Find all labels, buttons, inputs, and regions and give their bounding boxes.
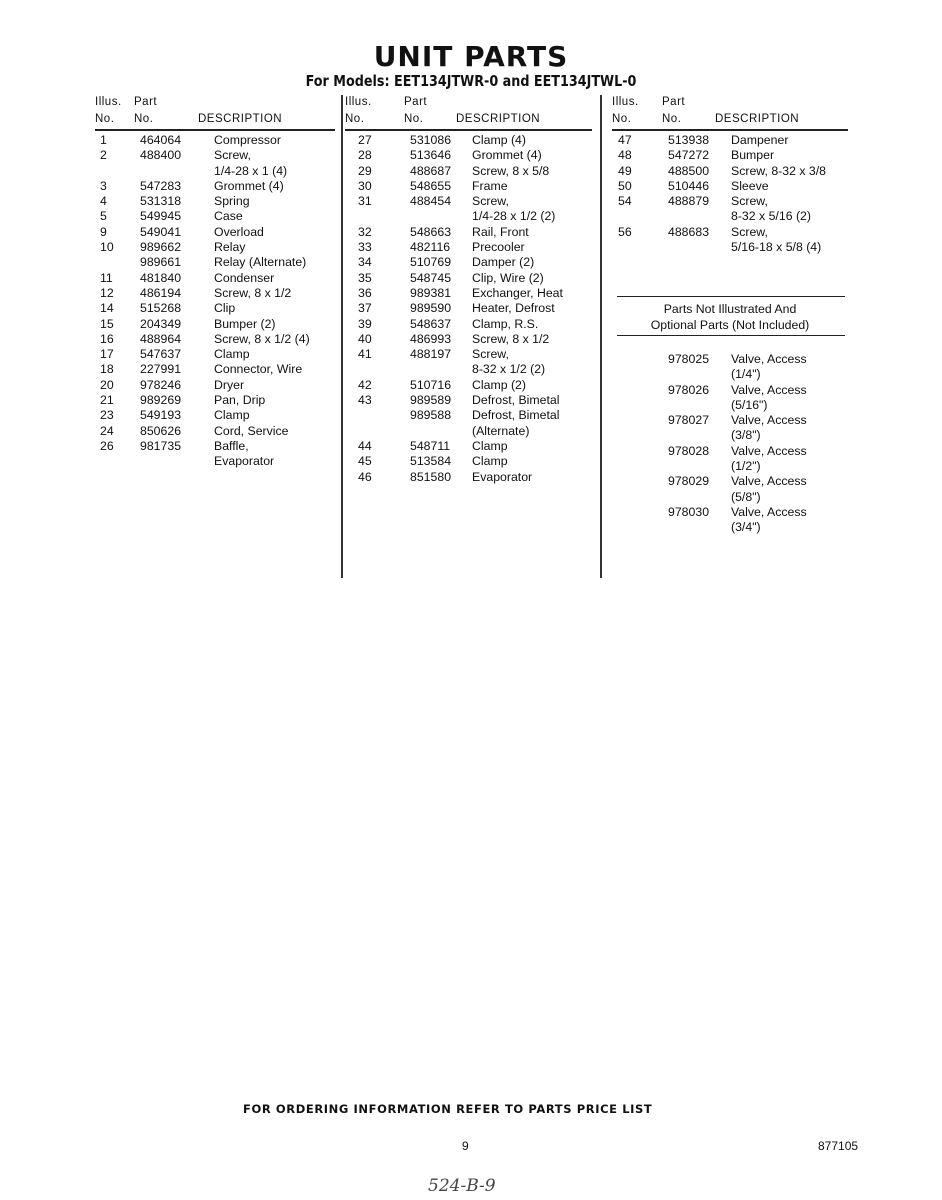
part-number: 486194 [140, 285, 182, 300]
part-description: Baffle, [214, 438, 249, 453]
part-number: 989269 [140, 393, 182, 408]
optional-heading-line-2: Optional Parts (Not Included) [650, 318, 810, 332]
table-row [345, 408, 592, 423]
part-number: 850626 [140, 423, 182, 438]
table-row [345, 240, 592, 255]
part-description: Clamp, R.S. [472, 316, 539, 331]
part-description: Screw, [472, 194, 509, 209]
ordering-note: FOR ORDERING INFORMATION REFER TO PARTS PRICE LIST [243, 1102, 653, 1116]
part-description: Evaporator [214, 454, 275, 469]
table-row [612, 179, 848, 194]
illus-number: 43 [358, 393, 372, 408]
illus-number: 40 [358, 331, 372, 346]
part-number: 515268 [140, 301, 182, 316]
part-description: Clamp [472, 454, 508, 469]
table-row [95, 454, 335, 469]
illus-number: 44 [358, 438, 372, 453]
table-row [345, 393, 592, 408]
table-row [95, 255, 335, 270]
table-row [95, 347, 335, 362]
illus-number: 35 [358, 270, 372, 285]
part-description: Precooler [472, 240, 525, 255]
part-description: (5/16") [731, 397, 768, 412]
table-row [612, 383, 848, 398]
part-number: 978028 [668, 443, 710, 458]
part-number: 488964 [140, 331, 182, 346]
table-row [95, 393, 335, 408]
part-number: 531086 [410, 133, 452, 147]
header-part: Part [134, 96, 158, 108]
part-number: 488454 [410, 194, 452, 209]
part-description: Frame [472, 178, 508, 193]
models-subtitle: For Models: EET134JTWR-0 and EET134JTWL-0 [305, 72, 637, 90]
illus-number: 15 [100, 316, 114, 331]
part-description: Valve, Access [731, 474, 807, 489]
part-description: Grommet (4) [214, 178, 284, 193]
page-title: UNIT PARTS [373, 40, 569, 73]
table-row [345, 470, 592, 485]
table-row [345, 317, 592, 332]
part-description: Sleeve [731, 178, 769, 193]
part-description: Screw, [214, 148, 251, 163]
illus-number: 12 [100, 285, 114, 300]
part-description: Damper (2) [472, 255, 535, 270]
illus-number: 33 [358, 240, 372, 255]
part-description: Connector, Wire [214, 362, 303, 377]
part-description: Relay (Alternate) [214, 255, 307, 270]
part-description: Clip, Wire (2) [472, 270, 544, 285]
table-row [612, 148, 848, 163]
part-description: Dryer [214, 377, 245, 392]
part-description: Rail, Front [472, 224, 529, 239]
header-part: Part [662, 96, 686, 108]
part-number: 978246 [140, 377, 182, 392]
illus-number: 36 [358, 285, 372, 300]
table-row [345, 133, 592, 148]
table-row [345, 362, 592, 377]
part-description: Overload [214, 224, 264, 239]
part-description: 1/4-28 x 1 (4) [214, 163, 288, 178]
part-description: (3/8") [731, 428, 761, 443]
table-row [612, 428, 848, 443]
part-number: 549193 [140, 408, 182, 423]
illus-number: 39 [358, 316, 372, 331]
section-rule [617, 296, 845, 297]
part-number: 989662 [140, 240, 182, 255]
part-number: 486993 [410, 331, 452, 346]
illus-number: 11 [100, 270, 113, 285]
table-row [95, 378, 335, 393]
part-description: Case [214, 209, 243, 224]
part-description: Screw, 8 x 1/2 [472, 331, 550, 346]
table-row [345, 439, 592, 454]
part-description: (3/4") [731, 520, 761, 535]
table-row [612, 164, 848, 179]
parts-rows [95, 133, 335, 470]
part-number: 510716 [410, 377, 452, 392]
illus-number: 27 [358, 133, 372, 147]
table-row [95, 164, 335, 179]
part-description: Valve, Access [731, 413, 807, 428]
part-number: 989589 [410, 393, 452, 408]
table-row [345, 194, 592, 209]
part-description: Evaporator [472, 469, 533, 484]
part-description: Screw, 8-32 x 3/8 [731, 163, 827, 178]
illus-number: 54 [618, 194, 632, 209]
table-row [612, 413, 848, 428]
illus-number: 23 [100, 408, 114, 423]
optional-heading-line-1: Parts Not Illustrated And [663, 302, 797, 316]
illus-number: 48 [618, 148, 632, 163]
column-divider [600, 95, 602, 578]
header-no: No. [95, 113, 115, 125]
illus-number: 41 [358, 347, 372, 362]
illus-number: 18 [100, 362, 114, 377]
header-no: No. [345, 113, 365, 125]
illus-number: 49 [618, 163, 632, 178]
table-row [612, 474, 848, 489]
part-number: 851580 [410, 469, 452, 484]
part-description: Screw, 8 x 5/8 [472, 163, 550, 178]
header-part-no: No. [404, 113, 424, 125]
part-number: 978025 [668, 352, 710, 366]
part-number: 548637 [410, 316, 452, 331]
part-description: Screw, 8 x 1/2 [214, 285, 292, 300]
table-row [612, 240, 848, 255]
table-row [345, 179, 592, 194]
illus-number: 16 [100, 331, 114, 346]
part-description: 8-32 x 5/16 (2) [731, 209, 811, 224]
header-part-no: No. [662, 113, 682, 125]
illus-number: 26 [100, 438, 114, 453]
part-number: 513646 [410, 148, 452, 163]
table-row [612, 444, 848, 459]
part-description: Clamp [214, 408, 250, 423]
column-divider [341, 95, 343, 578]
table-row [95, 133, 335, 148]
part-description: Compressor [214, 133, 281, 147]
header-description: DESCRIPTION [715, 113, 800, 125]
header-rule [345, 129, 592, 131]
part-number: 981735 [140, 438, 182, 453]
part-number: 531318 [140, 194, 182, 209]
part-number: 488683 [668, 224, 710, 239]
part-description: Pan, Drip [214, 393, 266, 408]
header-illus: Illus. [612, 96, 639, 108]
part-number: 204349 [140, 316, 182, 331]
part-description: Clamp (2) [472, 377, 526, 392]
header-no: No. [612, 113, 632, 125]
illus-number: 21 [100, 393, 114, 408]
table-row [345, 225, 592, 240]
part-description: Heater, Defrost [472, 301, 555, 316]
illus-number: 5 [100, 209, 107, 224]
part-description: Bumper [731, 148, 775, 163]
table-row [95, 271, 335, 286]
illus-number: 45 [358, 454, 372, 469]
illus-number: 50 [618, 178, 632, 193]
table-row [345, 148, 592, 163]
table-row [95, 240, 335, 255]
table-row [612, 367, 848, 382]
table-row [612, 209, 848, 224]
illus-number: 24 [100, 423, 114, 438]
illus-number: 14 [100, 301, 114, 316]
table-row [612, 520, 848, 535]
part-number: 548663 [410, 224, 452, 239]
header-rule [95, 129, 335, 131]
part-description: Clamp (4) [472, 133, 526, 147]
table-row [612, 133, 848, 148]
part-description: Bumper (2) [214, 316, 276, 331]
table-row [612, 225, 848, 240]
part-description: (5/8") [731, 489, 761, 504]
part-description: 5/16-18 x 5/8 (4) [731, 240, 822, 255]
optional-parts-heading [612, 301, 848, 333]
handwritten-note: 524-B-9 [428, 1176, 496, 1196]
part-number: 510769 [410, 255, 452, 270]
illus-number: 4 [100, 194, 107, 209]
illus-number: 47 [618, 133, 632, 147]
table-row [345, 301, 592, 316]
illus-number: 30 [358, 178, 372, 193]
part-number: 488879 [668, 194, 710, 209]
part-description: Screw, [731, 194, 768, 209]
part-number: 547272 [668, 148, 710, 163]
part-number: 488197 [410, 347, 452, 362]
table-row [345, 271, 592, 286]
part-number: 989588 [410, 408, 452, 423]
part-number: 548711 [410, 438, 451, 453]
part-number: 548655 [410, 178, 452, 193]
table-row [95, 301, 335, 316]
illus-number: 3 [100, 178, 107, 193]
part-description: (1/4") [731, 367, 761, 382]
table-row [345, 209, 592, 224]
header-part: Part [404, 96, 428, 108]
page-number: 9 [462, 1139, 469, 1153]
part-description: 1/4-28 x 1/2 (2) [472, 209, 556, 224]
part-description: Clip [214, 301, 236, 316]
part-description: Grommet (4) [472, 148, 542, 163]
table-row [95, 424, 335, 439]
part-description: Clamp [214, 347, 250, 362]
part-number: 978027 [668, 413, 710, 428]
table-row [95, 408, 335, 423]
part-description: Clamp [472, 438, 508, 453]
table-row [95, 209, 335, 224]
part-number: 978029 [668, 474, 710, 489]
table-row [612, 459, 848, 474]
illus-number: 42 [358, 377, 372, 392]
part-number: 548745 [410, 270, 452, 285]
table-row [345, 164, 592, 179]
table-row [612, 490, 848, 505]
part-description: Dampener [731, 133, 789, 147]
part-description: Exchanger, Heat [472, 285, 563, 300]
table-row [95, 332, 335, 347]
parts-rows [345, 133, 592, 485]
illus-number: 56 [618, 224, 632, 239]
part-description: 8-32 x 1/2 (2) [472, 362, 546, 377]
table-row [345, 255, 592, 270]
part-description: Condenser [214, 270, 275, 285]
part-number: 513938 [668, 133, 710, 147]
part-number: 989661 [140, 255, 182, 270]
part-number: 488687 [410, 163, 452, 178]
part-number: 547637 [140, 347, 182, 362]
illus-number: 2 [100, 148, 107, 163]
table-row [345, 454, 592, 469]
table-row [345, 347, 592, 362]
part-description: Relay [214, 240, 246, 255]
illus-number: 20 [100, 377, 114, 392]
document-code: 877105 [818, 1139, 859, 1153]
table-row [612, 398, 848, 413]
parts-rows [612, 352, 848, 536]
part-description: (1/2") [731, 459, 761, 474]
illus-number: 29 [358, 163, 372, 178]
part-description: Screw, [472, 347, 509, 362]
illus-number: 10 [100, 240, 114, 255]
section-rule [617, 335, 845, 336]
part-number: 482116 [410, 240, 451, 255]
part-number: 978026 [668, 382, 710, 397]
part-description: Cord, Service [214, 423, 289, 438]
part-number: 989381 [410, 285, 452, 300]
part-description: Valve, Access [731, 443, 807, 458]
header-part-no: No. [134, 113, 154, 125]
table-row [95, 317, 335, 332]
table-row [95, 179, 335, 194]
table-row [612, 505, 848, 520]
part-number: 488400 [140, 148, 182, 163]
part-number: 227991 [140, 362, 182, 377]
part-description: Spring [214, 194, 250, 209]
part-number: 547283 [140, 178, 182, 193]
table-row [95, 286, 335, 301]
part-number: 488500 [668, 163, 710, 178]
illus-number: 28 [358, 148, 372, 163]
part-number: 510446 [668, 178, 710, 193]
illus-number: 37 [358, 301, 372, 316]
table-row [612, 352, 848, 367]
table-row [345, 332, 592, 347]
table-row [345, 378, 592, 393]
part-number: 513584 [410, 454, 452, 469]
part-description: Defrost, Bimetal [472, 408, 560, 423]
part-description: (Alternate) [472, 423, 530, 438]
header-illus: Illus. [345, 96, 372, 108]
illus-number: 32 [358, 224, 372, 239]
table-row [95, 194, 335, 209]
parts-rows [612, 133, 848, 255]
illus-number: 46 [358, 469, 372, 484]
illus-number: 17 [100, 347, 114, 362]
table-row [95, 225, 335, 240]
part-number: 464064 [140, 133, 182, 147]
table-row [95, 439, 335, 454]
part-description: Screw, [731, 224, 768, 239]
part-number: 989590 [410, 301, 452, 316]
table-row [95, 148, 335, 163]
part-description: Valve, Access [731, 382, 807, 397]
header-description: DESCRIPTION [198, 113, 283, 125]
header-description: DESCRIPTION [456, 113, 541, 125]
table-row [345, 424, 592, 439]
illus-number: 9 [100, 224, 107, 239]
part-number: 978030 [668, 504, 710, 519]
part-number: 549041 [140, 224, 182, 239]
part-number: 481840 [140, 270, 182, 285]
part-description: Valve, Access [731, 352, 807, 366]
table-row [95, 362, 335, 377]
header-rule [612, 129, 848, 131]
illus-number: 34 [358, 255, 372, 270]
header-illus: Illus. [95, 96, 122, 108]
table-row [612, 194, 848, 209]
part-description: Defrost, Bimetal [472, 393, 560, 408]
illus-number: 1 [100, 133, 107, 147]
illus-number: 31 [358, 194, 372, 209]
part-description: Screw, 8 x 1/2 (4) [214, 331, 310, 346]
part-number: 549945 [140, 209, 182, 224]
part-description: Valve, Access [731, 504, 807, 519]
table-row [345, 286, 592, 301]
